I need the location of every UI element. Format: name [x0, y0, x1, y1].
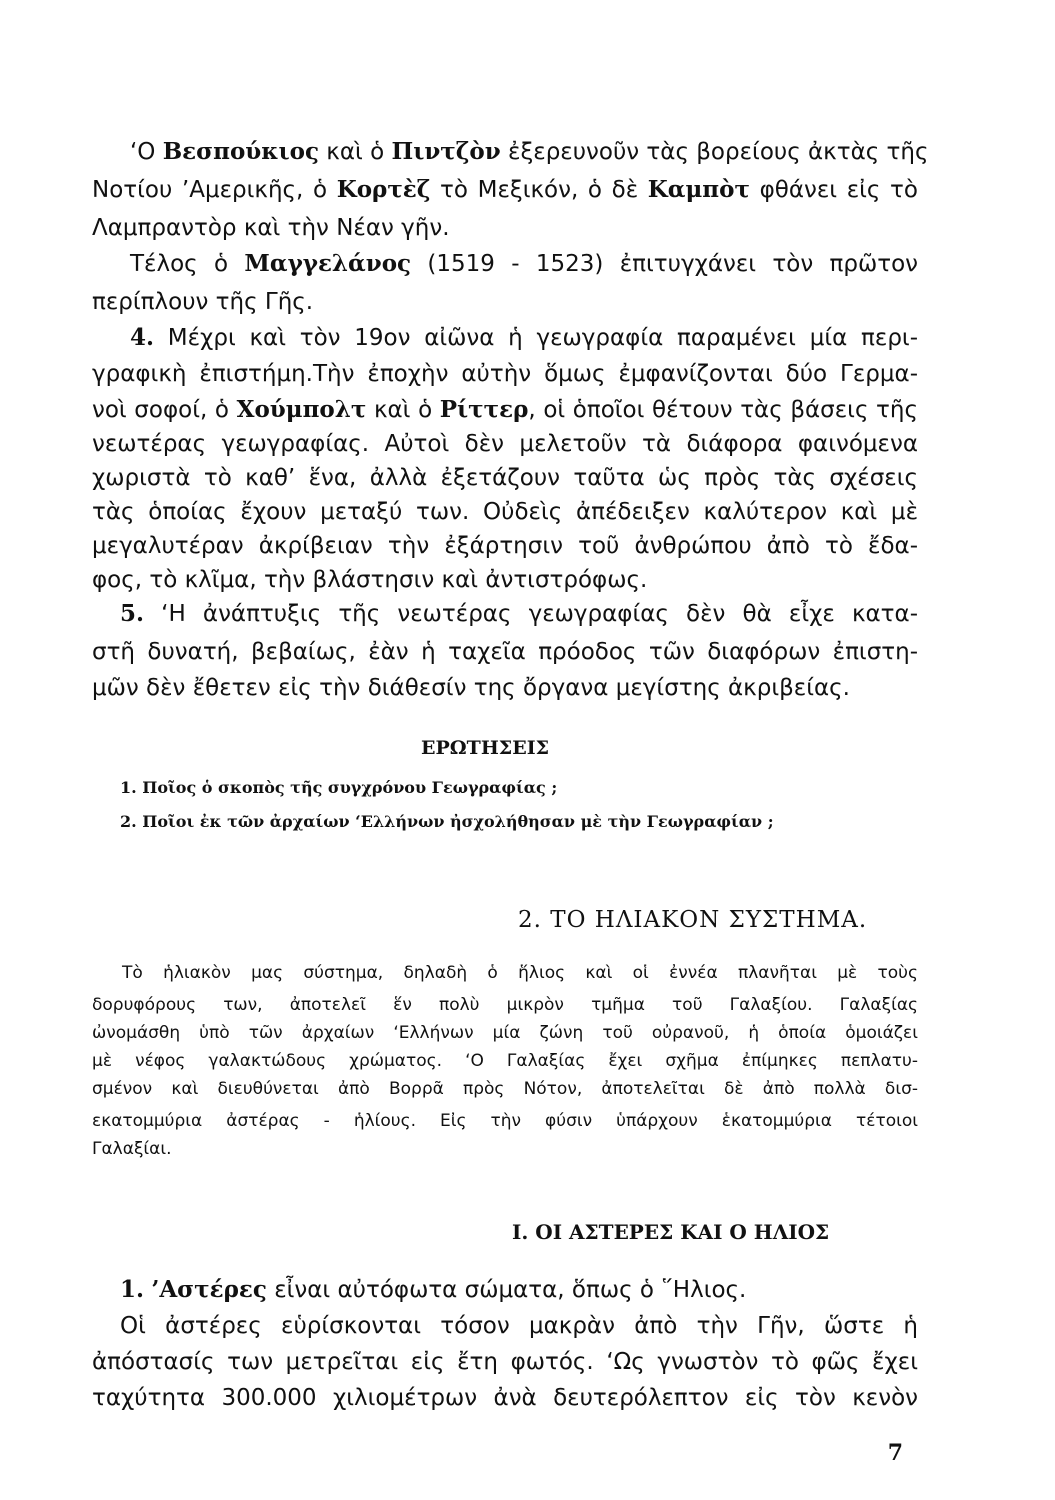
solar-line-4: μὲ νέφος γαλακτώδους χρώματος. ‘Ο Γαλαξίας ἔχει σχῆμα ἐπίμηκες πεπλατυ- [92, 1051, 918, 1071]
para4-line-7: μεγαλυτέραν ἀκρίβειαν τὴν ἐξάρτησιν τοῦ ἀνθρώπου ἀπὸ τὸ ἔδα- [92, 533, 918, 559]
solar-line-7: Γαλαξίαι. [92, 1139, 172, 1159]
solar-line-6: εκατομμύρια ἀστέρας - ἡλίους. Εἰς τὴν φύσιν ὑπάρχουν ἑκατομμύρια τέτοιοι [92, 1111, 918, 1131]
solar-line-2: δορυφόρους των, ἀποτελεῖ ἕν πολὺ μικρὸν τμῆμα τοῦ Γαλαξίου. Γαλαξίας [92, 995, 918, 1015]
solar-line-3: ὠνομάσθη ὑπὸ τῶν ἀρχαίων ‘Ελλήνων μία ζώνη τοῦ οὐρανοῦ, ἡ ὁποία ὁμοιάζει [92, 1023, 918, 1043]
question-1: 1. Ποῖος ὁ σκοπὸς τῆς συγχρόνου Γεωγραφίας ; [120, 778, 558, 797]
question-2: 2. Ποῖοι ἐκ τῶν ἀρχαίων ‘Ελλήνων ἠσχολήθησαν μὲ τὴν Γεωγραφίαν ; [120, 812, 774, 831]
stars-line-3: ἀπόστασίς των μετρεῖται εἰς ἔτη φωτός. ‘Ως γνωστὸν τὸ φῶς ἔχει [92, 1349, 918, 1375]
para4-line-6: τὰς ὁποίας ἔχουν μεταξύ των. Οὐδεὶς ἀπέδειξεν καλύτερον καὶ μὲ [92, 499, 918, 525]
intro-line-5: περίπλουν τῆς Γῆς. [92, 289, 314, 315]
para4-line-5: χωριστὰ τὸ καθ’ ἕνα, ἀλλὰ ἐξετάζουν ταῦτα ὡς πρὸς τὰς σχέσεις [92, 465, 918, 491]
questions-title: ΕΡΩΤΗΣΕΙΣ [421, 737, 550, 759]
intro-line-1: ‘Ο Βεσπούκιος καὶ ὁ Πιντζὸν ἐξερευνοῦν τὰς βορείους ἀκτὰς τῆς [130, 138, 929, 165]
intro-line-3: Λαμπραντὸρ καὶ τὴν Νέαν γῆν. [92, 215, 450, 241]
para5-line-3: μῶν δὲν ἔθετεν εἰς τὴν διάθεσίν της ὄργανα μεγίστης ἀκριβείας. [92, 675, 850, 701]
intro-line-4: Τέλος ὁ Μαγγελάνος (1519 - 1523) ἐπιτυγχάνει τὸν πρῶτον [130, 250, 918, 277]
stars-title: Ι. ΟΙ ΑΣΤΕΡΕΣ ΚΑΙ Ο ΗΛΙΟΣ [512, 1220, 830, 1244]
para5-line-2: στῆ δυνατή, βεβαίως, ἐὰν ἡ ταχεῖα πρόοδος τῶν διαφόρων ἐπιστη- [92, 639, 918, 665]
solar-system-title: 2. ΤΟ ΗΛΙΑΚΟΝ ΣΥΣΤΗΜΑ. [518, 907, 868, 933]
para4-line-2: γραφικὴ ἐπιστήμη.Τὴν ἐποχὴν αὐτὴν ὅμως ἐμφανίζονται δύο Γερμα- [92, 361, 918, 387]
intro-line-2: Νοτίου ’Αμερικῆς, ὁ Κορτὲζ τὸ Μεξικόν, ὁ δὲ Καμπὸτ φθάνει εἰς τὸ [92, 176, 918, 203]
page-number: 7 [887, 1440, 903, 1466]
stars-number: 1. [120, 1276, 145, 1303]
solar-line-1: Τὸ ἡλιακὸν μας σύστημα, δηλαδὴ ὁ ἥλιος καὶ οἱ ἐννέα πλανῆται μὲ τοὺς [122, 963, 918, 983]
stars-line-4: ταχύτητα 300.000 χιλιομέτρων ἀνὰ δευτερόλεπτον εἰς τὸν κενὸν [92, 1385, 918, 1411]
para4-number: 4. [130, 324, 155, 351]
para4-line-1: 4. Μέχρι καὶ τὸν 19ον αἰῶνα ἡ γεωγραφία παραμένει μία περι- [130, 324, 919, 351]
solar-line-5: σμένον καὶ διευθύνεται ἀπὸ Βορρᾶ πρὸς Νότον, ἀποτελεῖται δὲ ἀπὸ πολλὰ δισ- [92, 1079, 918, 1099]
para5-number: 5. [120, 600, 145, 627]
stars-line-1: 1. ’Αστέρες εἶναι αὐτόφωτα σώματα, ὅπως ὁ ῞Ηλιος. [120, 1276, 747, 1303]
para4-line-4: νεωτέρας γεωγραφίας. Αὐτοὶ δὲν μελετοῦν τὰ διάφορα φαινόμενα [92, 431, 918, 457]
para4-line-8: φος, τὸ κλῖμα, τὴν βλάστησιν καὶ ἀντιστρόφως. [92, 567, 648, 593]
stars-line-2: Οἱ ἀστέρες εὑρίσκονται τόσον μακρὰν ἀπὸ τὴν Γῆν, ὥστε ἡ [120, 1313, 918, 1339]
para5-line-1: 5. ‘Η ἀνάπτυξις τῆς νεωτέρας γεωγραφίας δὲν θὰ εἶχε κατα- [120, 600, 918, 627]
para4-line-3: νοὶ σοφοί, ὁ Χούμπολτ καὶ ὁ Ρίττερ, οἱ ὁποῖοι θέτουν τὰς βάσεις τῆς [92, 396, 918, 423]
